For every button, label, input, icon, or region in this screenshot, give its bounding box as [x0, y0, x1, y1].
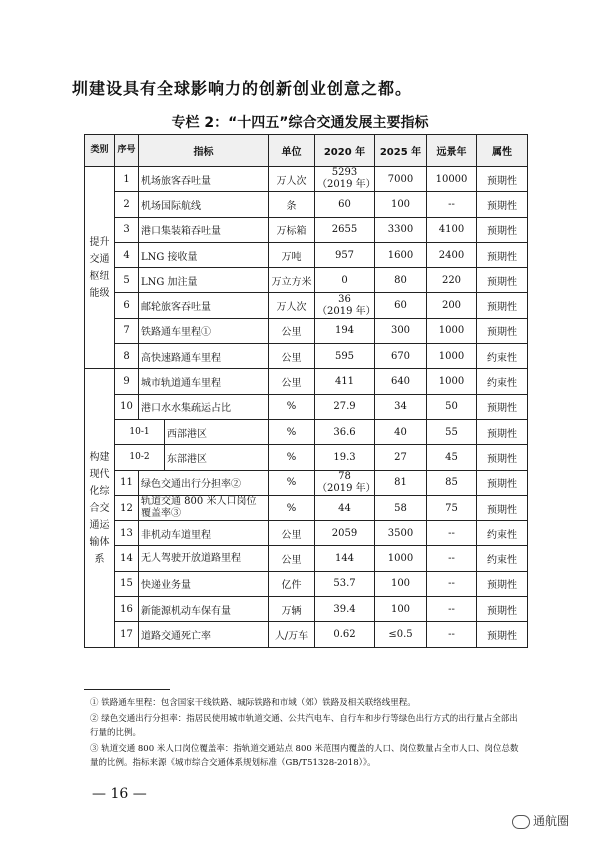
footnotes: [90, 696, 520, 772]
value-2025-cell: 60: [375, 293, 427, 318]
indicator-cell: 港口水水集疏运占比: [139, 394, 269, 419]
value-2020-cell: 60: [315, 192, 375, 217]
table-row: [85, 167, 528, 192]
table-row: [85, 521, 528, 546]
vision-cell: 200: [427, 293, 477, 318]
wechat-icon: [512, 815, 530, 829]
unit-cell: 万人次: [269, 293, 315, 318]
unit-cell: %: [269, 470, 315, 495]
value-2025-cell: ≤0.5: [375, 622, 427, 647]
table-row: [85, 445, 528, 470]
category-cell: 提升交通枢纽能级: [85, 167, 115, 369]
unit-cell: %: [269, 445, 315, 470]
indicator-cell: 东部港区: [165, 445, 269, 470]
attr-cell: 预期性: [477, 167, 528, 192]
vision-cell: --: [427, 571, 477, 596]
value-2025-cell: 100: [375, 571, 427, 596]
attr-cell: 预期性: [477, 192, 528, 217]
table-row: [85, 495, 528, 520]
seq-cell: 4: [115, 242, 139, 267]
seq-cell: 17: [115, 622, 139, 647]
vision-cell: --: [427, 192, 477, 217]
footnote: ② 绿色交通出行分担率：指居民使用城市轨道交通、公共汽电车、自行车和步行等绿色出行方式的出行量占全部出行量的比例。: [90, 714, 518, 738]
attr-cell: 约束性: [477, 521, 528, 546]
watermark-text: 通航圈: [533, 814, 570, 828]
seq-cell: 7: [115, 318, 139, 343]
category-cell: 构建现代化综合交通运输体系: [85, 369, 115, 647]
vision-cell: --: [427, 597, 477, 622]
table-row: [85, 242, 528, 267]
vision-cell: 2400: [427, 242, 477, 267]
vision-cell: 75: [427, 495, 477, 520]
attr-cell: 预期性: [477, 242, 528, 267]
vision-cell: 45: [427, 445, 477, 470]
value-2025-cell: 7000: [375, 167, 427, 192]
indicator-cell: 西部港区: [165, 419, 269, 444]
value-2025-cell: 58: [375, 495, 427, 520]
vision-cell: 1000: [427, 344, 477, 369]
header-attr: 属性: [477, 135, 528, 167]
seq-cell: 6: [115, 293, 139, 318]
value-2025-cell: 3300: [375, 217, 427, 242]
footnote-divider: [84, 689, 170, 690]
indicator-cell: 机场旅客吞吐量: [139, 167, 269, 192]
table-row: [85, 419, 528, 444]
seq-cell: 12: [115, 495, 139, 520]
indicator-cell: 新能源机动车保有量: [139, 597, 269, 622]
footnote: ③ 轨道交通 800 米人口岗位覆盖率：指轨道交通站点 800 米范围内覆盖的人口、岗位数量占全市人口、岗位总数量的比例。指标来源《城市综合交通体系规划标准（GB/T51328-2018）》。: [90, 744, 519, 768]
header-2020: 2020 年: [315, 135, 375, 167]
value-2020-cell: 44: [315, 495, 375, 520]
table-row: [85, 597, 528, 622]
value-2020-cell: 144: [315, 546, 375, 571]
seq-cell: 9: [115, 369, 139, 394]
seq-cell: 10: [115, 394, 139, 419]
value-2020-cell: 53.7: [315, 571, 375, 596]
header-vision: 远景年: [427, 135, 477, 167]
attr-cell: 预期性: [477, 293, 528, 318]
unit-cell: 人/万车: [269, 622, 315, 647]
attr-cell: 预期性: [477, 318, 528, 343]
attr-cell: 预期性: [477, 394, 528, 419]
attr-cell: 预期性: [477, 445, 528, 470]
attr-cell: 约束性: [477, 369, 528, 394]
value-2020-cell: 0.62: [315, 622, 375, 647]
unit-cell: %: [269, 495, 315, 520]
unit-cell: 万人次: [269, 167, 315, 192]
seq-cell: 16: [115, 597, 139, 622]
attr-cell: 预期性: [477, 495, 528, 520]
table-row: [85, 344, 528, 369]
unit-cell: %: [269, 419, 315, 444]
value-2025-cell: 34: [375, 394, 427, 419]
table-row: [85, 268, 528, 293]
unit-cell: 万辆: [269, 597, 315, 622]
header-indicator: 指标: [139, 135, 269, 167]
unit-cell: 公里: [269, 369, 315, 394]
vision-cell: 1000: [427, 369, 477, 394]
seq-cell: 15: [115, 571, 139, 596]
unit-cell: 万吨: [269, 242, 315, 267]
value-2025-cell: 640: [375, 369, 427, 394]
vision-cell: --: [427, 546, 477, 571]
unit-cell: 公里: [269, 344, 315, 369]
indicators-table: [84, 134, 528, 648]
vision-cell: --: [427, 521, 477, 546]
unit-cell: 万标箱: [269, 217, 315, 242]
seq-cell: 3: [115, 217, 139, 242]
value-2025-cell: 670: [375, 344, 427, 369]
value-2020-cell: 36 （2019 年）: [315, 293, 375, 318]
value-2025-cell: 40: [375, 419, 427, 444]
value-2025-cell: 1000: [375, 546, 427, 571]
value-2025-cell: 1600: [375, 242, 427, 267]
page-number: — 16 —: [92, 786, 147, 802]
table-row: [85, 622, 528, 647]
attr-cell: 预期性: [477, 217, 528, 242]
unit-cell: 亿件: [269, 571, 315, 596]
attr-cell: 预期性: [477, 268, 528, 293]
table-row: [85, 192, 528, 217]
unit-cell: 万立方米: [269, 268, 315, 293]
unit-cell: 公里: [269, 318, 315, 343]
value-2020-cell: 27.9: [315, 394, 375, 419]
table-row: [85, 217, 528, 242]
header-seq: 序号: [115, 135, 139, 167]
value-2025-cell: 27: [375, 445, 427, 470]
vision-cell: 55: [427, 419, 477, 444]
attr-cell: 预期性: [477, 419, 528, 444]
indicator-cell: 铁路通车里程①: [139, 318, 269, 343]
table-caption: 专栏 2：“十四五”综合交通发展主要指标: [171, 115, 429, 131]
header-unit: 单位: [269, 135, 315, 167]
seq-cell: 10-2: [115, 445, 165, 470]
indicator-cell: 道路交通死亡率: [139, 622, 269, 647]
table-body: [85, 167, 528, 648]
seq-cell: 11: [115, 470, 139, 495]
value-2025-cell: 80: [375, 268, 427, 293]
seq-cell: 5: [115, 268, 139, 293]
indicator-cell: 无人驾驶开放道路里程: [139, 546, 269, 571]
seq-cell: 14: [115, 546, 139, 571]
table-row: [85, 470, 528, 495]
unit-cell: 公里: [269, 546, 315, 571]
indicator-cell: LNG 加注量: [139, 268, 269, 293]
table-row: [85, 369, 528, 394]
attr-cell: 预期性: [477, 622, 528, 647]
value-2020-cell: 194: [315, 318, 375, 343]
seq-cell: 10-1: [115, 419, 165, 444]
watermark: [512, 812, 569, 829]
vision-cell: 50: [427, 394, 477, 419]
seq-cell: 8: [115, 344, 139, 369]
value-2020-cell: 411: [315, 369, 375, 394]
unit-cell: 条: [269, 192, 315, 217]
attr-cell: 约束性: [477, 546, 528, 571]
value-2020-cell: 39.4: [315, 597, 375, 622]
value-2025-cell: 300: [375, 318, 427, 343]
value-2025-cell: 3500: [375, 521, 427, 546]
table-row: [85, 546, 528, 571]
attr-cell: 预期性: [477, 470, 528, 495]
vision-cell: 10000: [427, 167, 477, 192]
footnote: ① 铁路通车里程：包含国家干线铁路、城际铁路和市域（郊）铁路及相关联络线里程。: [90, 698, 416, 708]
value-2020-cell: 2059: [315, 521, 375, 546]
intro-text: 圳建设具有全球影响力的创新创业创意之都。: [72, 79, 413, 98]
value-2025-cell: 100: [375, 192, 427, 217]
indicator-cell: 轨道交通 800 米人口岗位覆盖率③: [139, 495, 269, 520]
value-2020-cell: 36.6: [315, 419, 375, 444]
vision-cell: --: [427, 622, 477, 647]
header-category: 类别: [85, 135, 115, 167]
vision-cell: 85: [427, 470, 477, 495]
table-row: [85, 571, 528, 596]
vision-cell: 220: [427, 268, 477, 293]
indicator-cell: LNG 接收量: [139, 242, 269, 267]
attr-cell: 约束性: [477, 344, 528, 369]
table-row: [85, 318, 528, 343]
value-2020-cell: 2655: [315, 217, 375, 242]
attr-cell: 预期性: [477, 571, 528, 596]
indicator-cell: 绿色交通出行分担率②: [139, 470, 269, 495]
value-2025-cell: 100: [375, 597, 427, 622]
value-2020-cell: 78 （2019 年）: [315, 470, 375, 495]
indicator-cell: 高快速路通车里程: [139, 344, 269, 369]
value-2020-cell: 595: [315, 344, 375, 369]
table-row: [85, 293, 528, 318]
seq-cell: 2: [115, 192, 139, 217]
indicator-cell: 快递业务量: [139, 571, 269, 596]
table-header-row: [85, 135, 528, 167]
table-row: [85, 394, 528, 419]
value-2020-cell: 0: [315, 268, 375, 293]
attr-cell: 预期性: [477, 597, 528, 622]
value-2020-cell: 19.3: [315, 445, 375, 470]
unit-cell: 公里: [269, 521, 315, 546]
value-2020-cell: 5293 （2019 年）: [315, 167, 375, 192]
seq-cell: 13: [115, 521, 139, 546]
unit-cell: %: [269, 394, 315, 419]
value-2020-cell: 957: [315, 242, 375, 267]
indicator-cell: 机场国际航线: [139, 192, 269, 217]
indicator-cell: 港口集装箱吞吐量: [139, 217, 269, 242]
indicator-cell: 非机动车道里程: [139, 521, 269, 546]
vision-cell: 4100: [427, 217, 477, 242]
header-2025: 2025 年: [375, 135, 427, 167]
indicator-cell: 邮轮旅客吞吐量: [139, 293, 269, 318]
value-2025-cell: 81: [375, 470, 427, 495]
vision-cell: 1000: [427, 318, 477, 343]
seq-cell: 1: [115, 167, 139, 192]
indicator-cell: 城市轨道通车里程: [139, 369, 269, 394]
